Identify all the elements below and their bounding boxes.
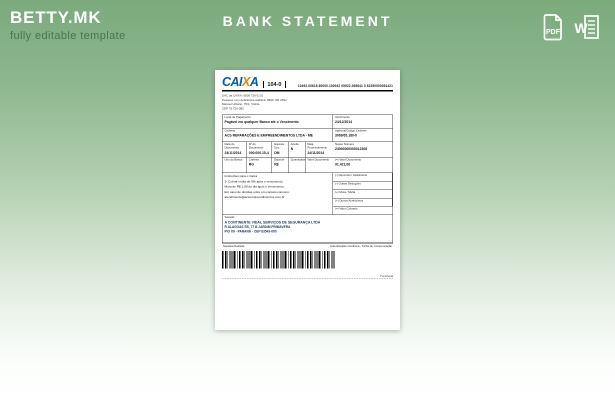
field-quantidade: Quantidade	[289, 158, 306, 174]
sacado-address: PIO XII - PARANÁ - CEP 83543-000	[224, 230, 277, 234]
cut-line	[222, 275, 393, 279]
field-especie: Espécie R$	[272, 158, 289, 174]
boleto-page	[215, 70, 400, 330]
field-agencia-codigo: Agência/Código Cedente 3069/65.180-0	[333, 129, 393, 143]
field-data-documento: Data do Documento 24/11/2014	[223, 142, 247, 158]
sacado-address: R ALAGOAS RS, 77 B JARDIM PRIMAVERA	[224, 225, 291, 230]
page-title: BANK STATEMENT	[222, 13, 393, 29]
field-valor-cobrado: (=) Valor Cobrado	[333, 207, 393, 215]
field-nosso-numero: Nosso Número 24000000000012308	[333, 142, 393, 158]
boleto-header	[222, 76, 393, 92]
field-data-processamento: Data Processamento 24/11/2014	[305, 142, 333, 158]
field-especie-doc: Espécie Doc. DM	[272, 142, 289, 158]
bank-address-line: Manoel Urbano, 75/1, Vitória	[222, 103, 260, 107]
instructions-block	[223, 173, 334, 215]
field-valor-documento: (=) Valor Documento 91.421,06	[333, 158, 393, 174]
cut-line-label: Pontilhada	[380, 275, 393, 279]
field-aceite: Aceite N	[289, 142, 306, 158]
instruction-line: 1- Cobrar multa de 5% após o vencimento.	[224, 179, 284, 184]
bank-address-line: SAC da CAIXA: 0800 726 0101	[222, 94, 264, 98]
sacado-block: Sacado: A CONTINENTE VIDAL SERVIÇOS DE SEGURANÇA LTDA R ALAGOAS RS, 77 B JARDIM PRIMAVERA PIO XII - PARANÁ - CEP 83543-000	[223, 215, 393, 243]
field-mora-multa: (+) Mora / Multa	[333, 190, 393, 198]
bank-address-line: CEP 75.720-080	[222, 107, 244, 111]
field-carteira: Carteira RG	[247, 158, 272, 174]
autenticacao-label: Autenticação mecânica - Ficha de Compensação	[330, 245, 392, 249]
sacado-name: A CONTINENTE VIDAL SERVIÇOS DE SEGURANÇA LTDA	[224, 221, 321, 225]
field-local-pagamento: Local de Pagamento Pagável em qualquer Banco até o Vencimento	[223, 115, 334, 129]
field-cedente: Cedente ACS REPARAÇÕES E EMPREENDIMENTOS LTDA - ME	[223, 129, 334, 143]
field-valor-documento-col: Valor Documento	[305, 158, 333, 174]
svg-text:W: W	[574, 20, 588, 36]
caixa-bank-logo: CAIXA	[222, 75, 259, 89]
sacador-avalista-label: Sacador/Avalista	[223, 245, 245, 249]
field-uso-banco: Uso do Banco	[223, 158, 247, 174]
instruction-line: Em caso de dúvidas entre em contato conosco: atendimento@acsempreendimentos.com.br	[224, 190, 290, 200]
boleto-table	[222, 115, 393, 244]
bank-address-line: Pessoas com deficiência auditiva: 0800 726 2492	[222, 98, 287, 102]
field-outros-acrescimos: (+) Outros Acréscimos	[333, 198, 393, 206]
boleto-footer-labels	[222, 245, 393, 249]
document-preview	[215, 70, 400, 330]
field-numero-documento: Nº do Documento 000.000.15-4	[247, 142, 272, 158]
field-desconto: (-) Desconto / Abatimento	[333, 173, 393, 181]
bank-address-block	[222, 94, 393, 111]
word-download-icon[interactable]	[574, 13, 601, 41]
brand-tagline: fully editable template	[10, 30, 126, 42]
brand-logo: BETTY.MK	[10, 8, 102, 27]
digitable-line: 10492.00618 60000.100042 09922.269841 3 62290000091421	[297, 84, 393, 88]
instruction-line: Instruções para o Caixa	[224, 174, 258, 179]
pdf-download-icon[interactable]	[541, 13, 566, 41]
bank-code: 104-0	[263, 81, 286, 88]
svg-text:PDF: PDF	[546, 29, 560, 36]
barcode	[222, 251, 335, 269]
instruction-line: Mora de R$ 1,00 ao dia após o vencimento.	[224, 185, 285, 189]
field-outras-deducoes: (-) Outras Deduções	[333, 182, 393, 190]
field-vencimento: Vencimento 24/12/2014	[333, 115, 393, 129]
